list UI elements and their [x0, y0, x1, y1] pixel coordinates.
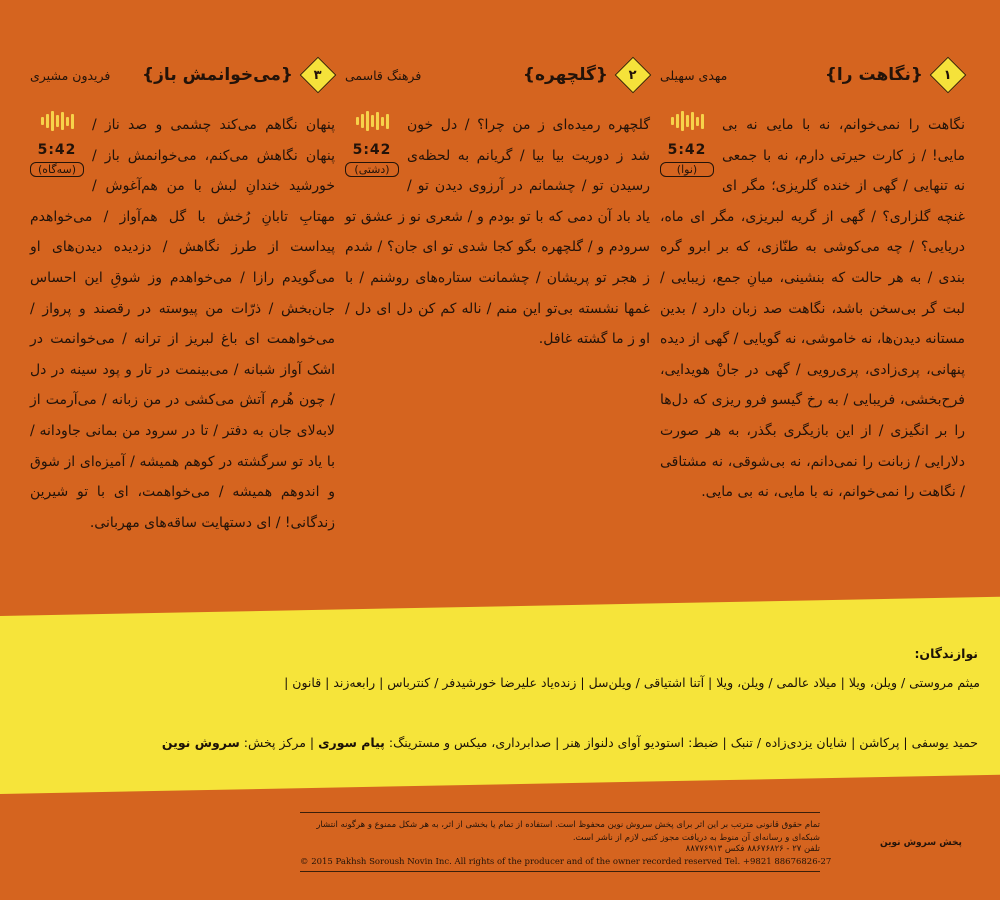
- track-2-mode: (دشتی): [345, 162, 399, 177]
- track-2-header: [345, 58, 650, 92]
- copyright-line: © 2015 Pakhsh Soroush Novin Inc. All rights of the producer and of the owner recorded reserved Tel. +9821 88676826-27: [300, 857, 832, 867]
- track-3-mode: (سه‌گاه): [30, 162, 84, 177]
- track-1-lyrics: نگاهت را نمی‌خوانم، نه با مایی نه بی مایی! / ز کارت حیرتی دارم، نه با جمعی نه تنهایی / گهی از خنده گلریزی؛ مگر ای غنچه گلزاری؟ / گهی از گریه لبریزی، مگر ای ماه، دریایی؟ / چه می‌کوشی به طنّازی، که بر ابرو گره بندی / به هر حالت که بنشینی، میانِ جمع، زیبایی / لبت گر بی‌سخن باشد، نگاهت صد زبان دارد / بدین مستانه دیدن‌ها، نه خاموشی، نه گویایی / گهی از دیده پنهانی، پری‌زادی، پری‌رویی / گهی در جانْ هویدایی، فرح‌بخشی، فریبایی / به رخ گیسو فرو ریزی که دل‌ها را بر انگیزی / از این بازیگری بگذر، به هر صورت دلارایی / زبانت را نمی‌دانم، نه بی‌شوقی، نه مشتاقی / نگاهت را نمی‌خوانم، نه با مایی، نه بی مایی.: [660, 117, 965, 501]
- musicians-line-1: میثم مروستی / ویلن، ویلا | میلاد عالمی / ویلن، ویلا | آتنا اشتیاقی / ویلن‌سل | زنده‌یاد علیرضا خورشیدفر / کنترباس | رابعه‌زند | قانون |: [284, 675, 980, 690]
- distributor-name: سروش نوین: [161, 735, 240, 750]
- soundwave-icon: [30, 110, 84, 132]
- soundwave-icon: [660, 110, 714, 132]
- track-2-title: {گلچهره}: [522, 65, 608, 85]
- track-3-number-badge: ۳: [300, 57, 337, 94]
- distribution-label: | مرکز پخش:: [243, 735, 315, 750]
- mix-engineer: پیام سوری: [318, 735, 385, 750]
- track-1-column: [660, 58, 965, 508]
- track-1-duration: 5:42: [667, 142, 707, 158]
- legal-footer: [300, 812, 832, 872]
- track-1-title: {نگاهت را}: [824, 65, 923, 85]
- track-3-poet: فریدون مشیری: [30, 67, 111, 83]
- track-1-poet: مهدی سهیلی: [660, 67, 728, 83]
- track-1-meta: [660, 110, 714, 177]
- track-3-title: {می‌خوانمش باز}: [142, 65, 293, 85]
- track-3-column: [30, 58, 335, 538]
- rights-text: تمام حقوق قانونی مترتب بر این اثر برای پخش سروش نوین محفوظ است. استفاده از تمام یا بخشی از اثر، به هر شکل ممنوع و هرگونه انتشار شبکه‌ای و رسانه‌ای آن منوط به دریافت مجوز کتبی لازم از ناشر است.: [316, 820, 820, 843]
- track-2-lyrics: گلچهره رمیده‌ای ز من چرا؟ / دل خون شد ز دوریت بیا بیا / گریانم به لحظه‌ی رسیدن تو / چشمانم در آرزوی دیدن تو / یاد باد آن دمی که با تو بودم و / شعری نو ز عشق تو سرودم و / گلچهره بگو کجا شدی تو ای جان؟ / شدم ز هجر تو پریشان / چشمانت ستاره‌های روشنم / با غمها نشسته بی‌تو این منم / ناله کم کن دل ای دل / او ز ما گشته غافل.: [345, 117, 650, 348]
- track-2-poet: فرهنگ قاسمی: [345, 67, 422, 83]
- track-2-column: [345, 58, 650, 355]
- publisher-logo: پخش سروش نوین: [880, 838, 962, 848]
- track-3-duration: 5:42: [37, 142, 77, 158]
- track-3-lyrics: پنهان نگاهم می‌کند چشمی و صد ناز / پنهان نگاهش می‌کنم، می‌خوانمش باز / خورشید خندانِ لبش با من هم‌آغوش / مهتابِ تابانِ رُخش با گل هم‌آواز / می‌خواهدم پیداست از طرز نگاهش / دزدیده دیدن‌های او می‌گویدم رازا / می‌خواهدم وز شوقِ این احساس جان‌بخش / ذرّات من پیوسته در رقصند و پرواز / می‌خواهمت ای باغ لبریز از ترانه / می‌خوانمت در اشک آواز شبانه / می‌بینمت در تار و پود سینه در دل / چون هُرم آتش می‌کشی در من زبانه / می‌آرمت از لابه‌لای جان به دفتر / تا در سرود من بمانی جاودانه / با یاد تو سرگشته در کوهم همیشه / آمیزه‌ای از شوق و اندوهم همیشه / می‌خواهمت، ای با تو شیرین زندگانی! / ای دستهایت ساقه‌های مهربانی.: [30, 117, 335, 531]
- musicians-label: نوازندگان:: [914, 646, 978, 661]
- track-3-header: [30, 58, 335, 92]
- soundwave-icon: [345, 110, 399, 132]
- phone-fax: تلفن ۲۷ - ۸۸۶۷۶۸۲۶ فکس ۸۸۷۷۶۹۱۳: [685, 844, 820, 854]
- track-2-meta: [345, 110, 399, 177]
- track-1-header: [660, 58, 965, 92]
- track-1-number-badge: ۱: [930, 57, 967, 94]
- track-2-duration: 5:42: [352, 142, 392, 158]
- track-1-mode: (نوا): [660, 162, 714, 177]
- credits-line-2: [162, 735, 978, 750]
- track-2-number-badge: ۲: [615, 57, 652, 94]
- credits-line-2-text: حمید یوسفی | پرکاشن | شایان یزدی‌زاده / تنبک | ضبط: استودیو آوای دلنواز هنر | صدابرداری، میکس و مسترینگ:: [388, 735, 978, 750]
- track-3-meta: [30, 110, 84, 177]
